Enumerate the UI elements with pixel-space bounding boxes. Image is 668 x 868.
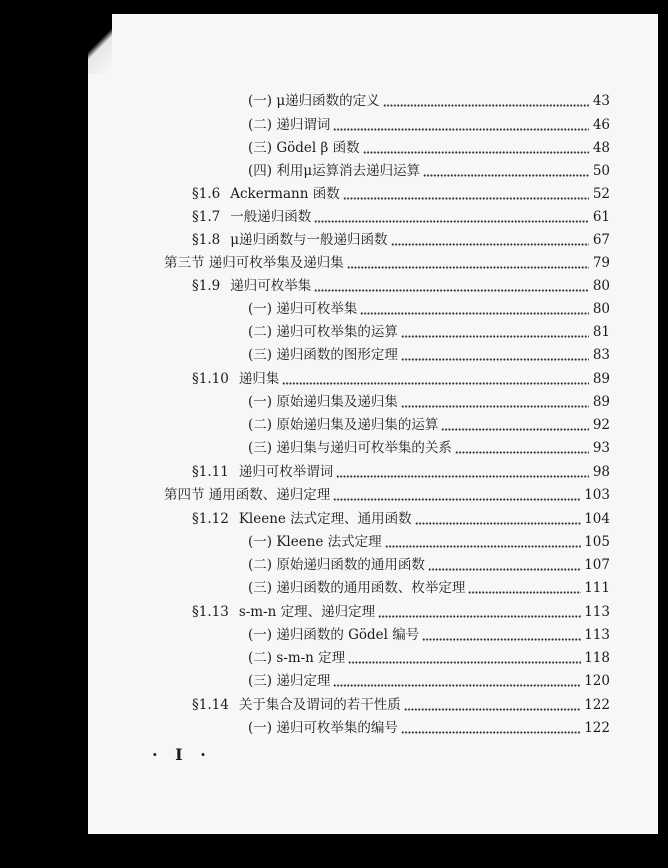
toc-label: (二) 原始递归集及递归集的运算 bbox=[248, 417, 439, 433]
dot-leader bbox=[282, 382, 589, 385]
toc-label: 一般递归函数 bbox=[230, 209, 312, 225]
toc-page-number: 118 bbox=[584, 650, 610, 666]
toc-entry bbox=[248, 114, 610, 136]
toc-page-number: 46 bbox=[592, 117, 610, 133]
toc-page-number: 89 bbox=[592, 371, 610, 387]
toc-label: (一) Kleene 法式定理 bbox=[248, 534, 382, 550]
toc-page-number: 67 bbox=[592, 232, 610, 248]
toc-page-number: 83 bbox=[592, 347, 610, 363]
toc-page-number: 80 bbox=[592, 278, 610, 294]
toc-entry bbox=[248, 670, 610, 692]
dot-leader bbox=[333, 684, 581, 687]
toc-section-number: §1.11 bbox=[192, 464, 229, 480]
toc-page-number: 104 bbox=[584, 511, 610, 527]
toc-page-number: 120 bbox=[584, 673, 610, 689]
toc-label: μ递归函数与一般递归函数 bbox=[230, 232, 388, 248]
toc-page-number: 43 bbox=[592, 93, 610, 109]
toc-page-number: 113 bbox=[584, 627, 610, 643]
dot-leader bbox=[336, 475, 589, 478]
dot-leader bbox=[401, 335, 589, 338]
toc-entry bbox=[248, 90, 610, 112]
toc-label: (二) 原始递归函数的通用函数 bbox=[248, 557, 425, 573]
dot-leader bbox=[428, 568, 581, 571]
toc-label: 递归可枚举谓词 bbox=[238, 464, 334, 480]
dot-leader bbox=[401, 358, 589, 361]
toc-entry bbox=[248, 137, 610, 159]
dot-leader bbox=[422, 638, 581, 641]
toc-entry bbox=[248, 160, 610, 182]
toc-label: (三) 递归函数的图形定理 bbox=[248, 347, 398, 363]
toc-page-number: 61 bbox=[592, 209, 610, 225]
toc-entry bbox=[248, 344, 610, 366]
toc-page-number: 89 bbox=[592, 394, 610, 410]
dot-leader bbox=[423, 174, 589, 177]
toc-page-number: 111 bbox=[584, 580, 610, 596]
toc-label: (四) 利用μ运算消去递归运算 bbox=[248, 163, 421, 179]
toc-page-number: 105 bbox=[584, 534, 610, 550]
toc-section-number: §1.14 bbox=[192, 697, 229, 713]
toc-entry bbox=[248, 298, 610, 320]
toc-section-number: §1.8 bbox=[192, 232, 221, 248]
toc-page-number: 79 bbox=[592, 255, 610, 271]
toc-label: (二) 递归可枚举集的运算 bbox=[248, 324, 398, 340]
dot-leader bbox=[314, 289, 589, 292]
toc-label: (一) 递归函数的 Gödel 编号 bbox=[248, 627, 420, 643]
toc-page-number: 107 bbox=[584, 557, 610, 573]
toc-label: 关于集合及谓词的若干性质 bbox=[238, 697, 401, 713]
toc-entry bbox=[192, 508, 610, 530]
toc-page-number: 122 bbox=[584, 720, 610, 736]
toc-entry bbox=[248, 391, 610, 413]
toc-section-number: §1.12 bbox=[192, 511, 229, 527]
dot-leader bbox=[333, 128, 589, 131]
toc-entry bbox=[248, 531, 610, 553]
page-folio: · I · bbox=[152, 745, 212, 764]
toc-label: (三) 递归函数的通用函数、枚举定理 bbox=[248, 580, 466, 596]
toc-label: 第三节 递归可枚举集及递归集 bbox=[164, 255, 344, 271]
toc-page-number: 48 bbox=[592, 140, 610, 156]
toc-entry bbox=[248, 624, 610, 646]
toc-entry bbox=[192, 183, 610, 205]
toc-entry bbox=[192, 694, 610, 716]
toc-entry bbox=[248, 717, 610, 739]
toc-page-number: 52 bbox=[592, 186, 610, 202]
dot-leader bbox=[401, 405, 589, 408]
dot-leader bbox=[347, 266, 589, 269]
dot-leader bbox=[404, 708, 581, 711]
toc-section-number: §1.7 bbox=[192, 209, 221, 225]
toc-label: 递归可枚举集 bbox=[230, 278, 312, 294]
toc-label: (二) s-m-n 定理 bbox=[248, 650, 346, 666]
toc-entry bbox=[248, 414, 610, 436]
toc-entry bbox=[192, 229, 610, 251]
dot-leader bbox=[468, 591, 581, 594]
dot-leader bbox=[383, 104, 589, 107]
toc-label: 递归集 bbox=[238, 371, 280, 387]
toc-label: (一) 递归可枚举集的编号 bbox=[248, 720, 398, 736]
dot-leader bbox=[348, 661, 581, 664]
toc-section-number: §1.10 bbox=[192, 371, 229, 387]
toc-page-number: 81 bbox=[592, 324, 610, 340]
toc-label: s-m-n 定理、递归定理 bbox=[238, 604, 376, 620]
dot-leader bbox=[441, 428, 589, 431]
dot-leader bbox=[343, 197, 589, 200]
toc-label: (一) 递归可枚举集 bbox=[248, 301, 358, 317]
toc-label: (二) 递归谓词 bbox=[248, 117, 331, 133]
dot-leader bbox=[314, 220, 589, 223]
dot-leader bbox=[378, 615, 581, 618]
toc-entry bbox=[248, 554, 610, 576]
dot-leader bbox=[415, 522, 582, 525]
dot-leader bbox=[455, 451, 589, 454]
toc-page-number: 98 bbox=[592, 464, 610, 480]
toc-chapter-entry bbox=[164, 252, 610, 274]
toc-section-number: §1.6 bbox=[192, 186, 221, 202]
toc-entry bbox=[248, 577, 610, 599]
toc-section-number: §1.9 bbox=[192, 278, 221, 294]
toc-label: 第四节 通用函数、递归定理 bbox=[164, 487, 331, 503]
dot-leader bbox=[333, 498, 581, 501]
toc-entry bbox=[192, 206, 610, 228]
toc-label: (三) 递归定理 bbox=[248, 673, 331, 689]
toc-entry bbox=[248, 647, 610, 669]
toc-chapter-entry bbox=[164, 484, 610, 506]
toc-page-number: 122 bbox=[584, 697, 610, 713]
toc-page-number: 113 bbox=[584, 604, 610, 620]
dot-leader bbox=[391, 243, 589, 246]
toc-page-number: 80 bbox=[592, 301, 610, 317]
toc-label: Ackermann 函数 bbox=[230, 186, 340, 202]
toc-label: (一) 原始递归集及递归集 bbox=[248, 394, 398, 410]
toc-entry bbox=[192, 601, 610, 623]
dot-leader bbox=[363, 151, 589, 154]
toc-label: (一) μ递归函数的定义 bbox=[248, 93, 380, 109]
toc-section-number: §1.13 bbox=[192, 604, 229, 620]
toc-entry bbox=[192, 461, 610, 483]
dot-leader bbox=[385, 545, 582, 548]
toc-page-number: 50 bbox=[592, 163, 610, 179]
toc-label: (三) Gödel β 函数 bbox=[248, 140, 360, 156]
toc-page-number: 103 bbox=[584, 487, 610, 503]
toc-label: Kleene 法式定理、通用函数 bbox=[238, 511, 412, 527]
toc-entry bbox=[192, 275, 610, 297]
toc-entry bbox=[248, 321, 610, 343]
dot-leader bbox=[401, 731, 581, 734]
toc-label: (三) 递归集与递归可枚举集的关系 bbox=[248, 440, 452, 456]
dot-leader bbox=[360, 312, 589, 315]
toc-entry bbox=[192, 368, 610, 390]
toc-page-number: 92 bbox=[592, 417, 610, 433]
toc-entry bbox=[248, 437, 610, 459]
toc-page-number: 93 bbox=[592, 440, 610, 456]
